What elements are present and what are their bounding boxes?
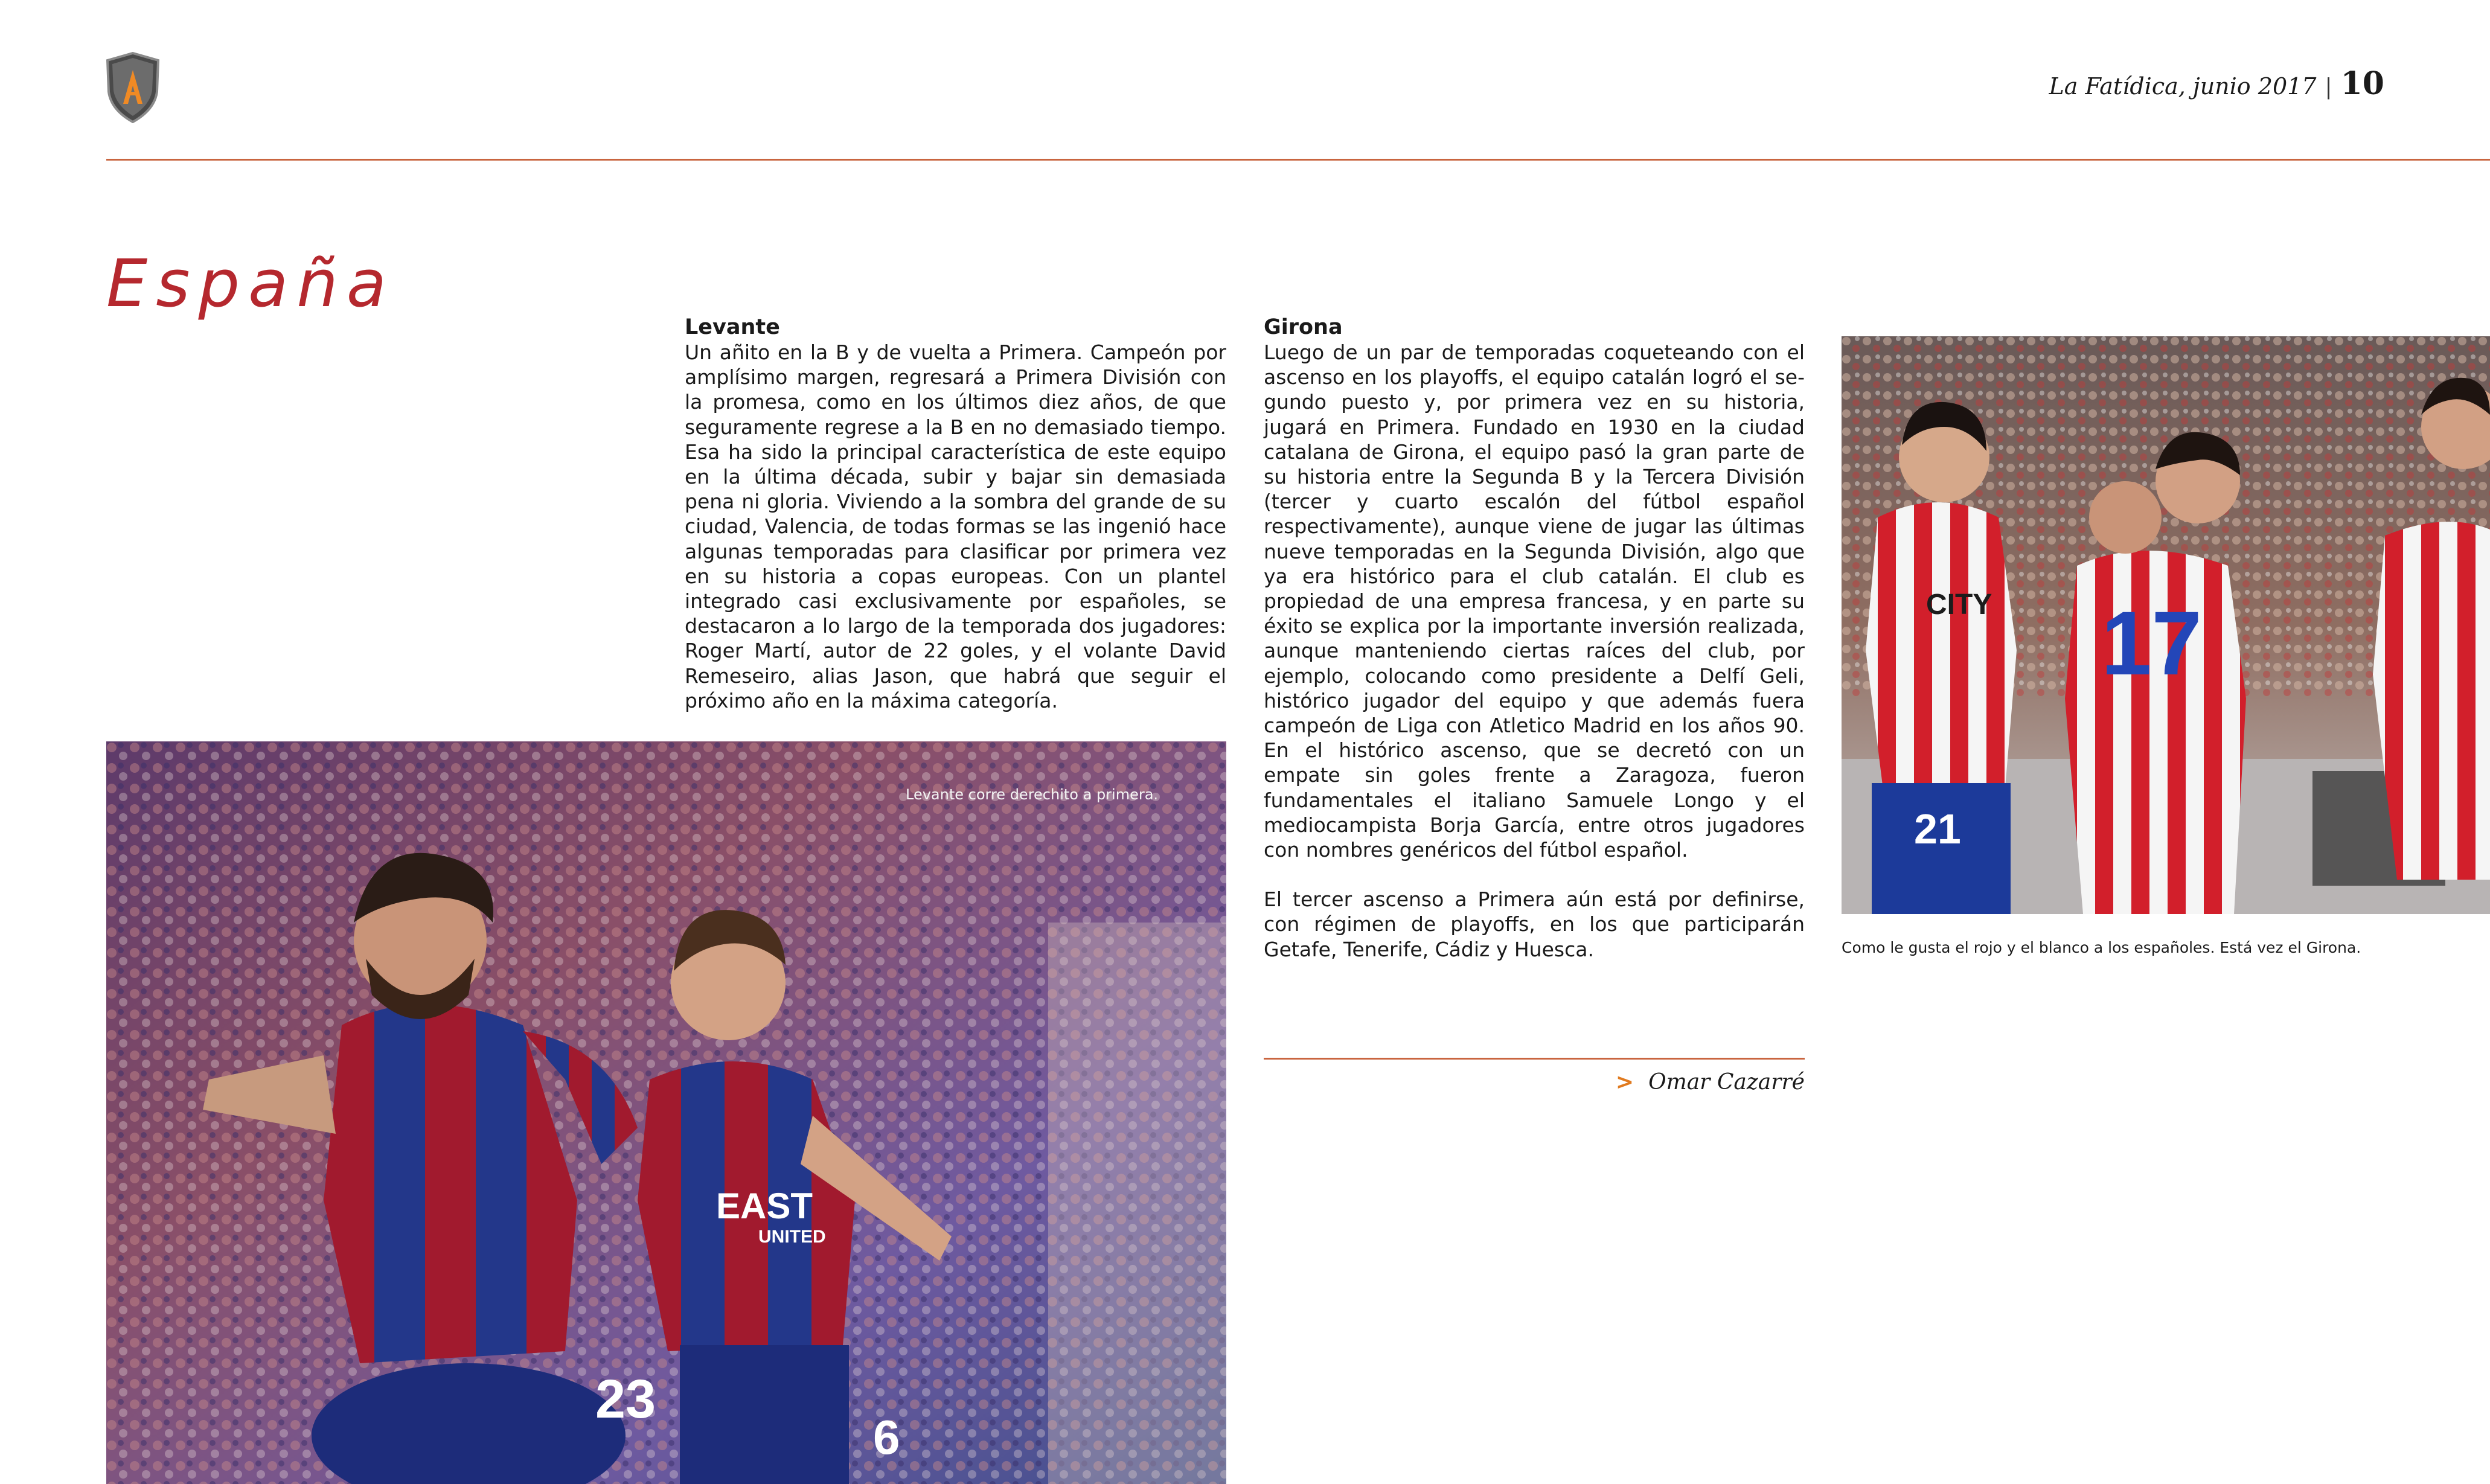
running-head [2049,65,2384,102]
levante-shirt-number-23: 23 [595,1369,656,1430]
photo-caption-levante: Levante corre derechito a primera. [906,786,1159,803]
article-body-girona-2: El tercer ascenso a Primera aún está por definirse, con régimen de playoffs, en los que participarán Getafe, Tenerife, Cádiz y Huesca. [1264,888,1805,961]
running-head-separator: | [2325,75,2332,100]
byline-arrow-icon: > [1615,1070,1634,1095]
levante-shirt-sponsor-2: UNITED [758,1227,826,1247]
publication-logo-icon [105,52,161,123]
photo-caption-girona: Como le gusta el rojo y el blanco a los españoles. Está vez el Girona. [1842,939,2361,956]
byline [1264,1070,1805,1095]
header-rule [106,159,2490,161]
girona-shirt-sponsor: CITY [1926,589,1992,621]
photo-girona-celebration [1842,336,2490,914]
article-body-girona-1: Luego de un par de temporadas coqueteando con el ascenso en los playoffs, el equipo catalán logró el segundo puesto y, por primera vez en su historia, jugará en Primera. Fundado en 1930 en la ciudad catalana de Girona, el equipo pasó la gran parte de su historia entre la Segunda B y la Tercera División (tercer y cuarto escalón del fútbol español respectivamente), aunque viene de jugar las últimas nueve temporadas en la Segunda División, algo que ya era histórico para el club catalán. El club es propiedad de una empresa francesa, y en parte su éxito se explica por la importante inversión realizada, aunque manteniendo ciertas raíces del club, por ejemplo, colocando como presidente a Delfí Geli, histórico jugador del equipo y que además fuera campeón de Liga con Atletico Madrid en los años 90. En el histórico ascenso, que se decretó con un empate sin goles frente a Zaragoza, fueron fundamentales el italiano Samuele Longo y el mediocampista Borja García, entre otros jugadores con nombres genéricos del fútbol español. [1264,341,1805,862]
article-heading-levante: Levante [685,315,780,339]
levante-shirt-number-6: 6 [873,1410,900,1464]
article-girona [1264,315,1805,962]
page-number: 10 [2340,65,2384,102]
girona-shirt-number-17: 17 [2101,592,2202,694]
section-title: España [106,246,395,322]
article-levante [685,315,1226,713]
byline-rule [1264,1058,1805,1060]
article-heading-girona: Girona [1264,315,1343,339]
publication-date: La Fatídica, junio 2017 [2049,73,2317,100]
article-body-levante: Un añito en la B y de vuelta a Primera. Campeón por amplísimo margen, regresará a Primera División con la promesa, como en los últimos diez años, de que seguramente regrese a la B en no demasiado tiempo. Esa ha sido la principal característica de este equipo en la última década, subir y bajar sin demasiada pena ni gloria. Viviendo a la sombra del grande de su ciudad, Valencia, de todas formas se las ingenió hace algunas temporadas para clasificar por primera vez en su historia a copas europeas. Con un plantel integrado casi exclusivamente por españoles, se destacaron a lo largo de la temporada dos jugadores: Roger Martí, autor de 22 goles, y el volante David Remeseiro, alias Jason, que habrá que seguir el próximo año en la máxima categoría. [685,341,1226,712]
byline-author: Omar Cazarré [1648,1070,1805,1095]
photo-levante-celebration [106,741,1226,1484]
levante-shirt-sponsor: EAST [716,1186,813,1226]
girona-shirt-number-21: 21 [1914,805,1961,852]
